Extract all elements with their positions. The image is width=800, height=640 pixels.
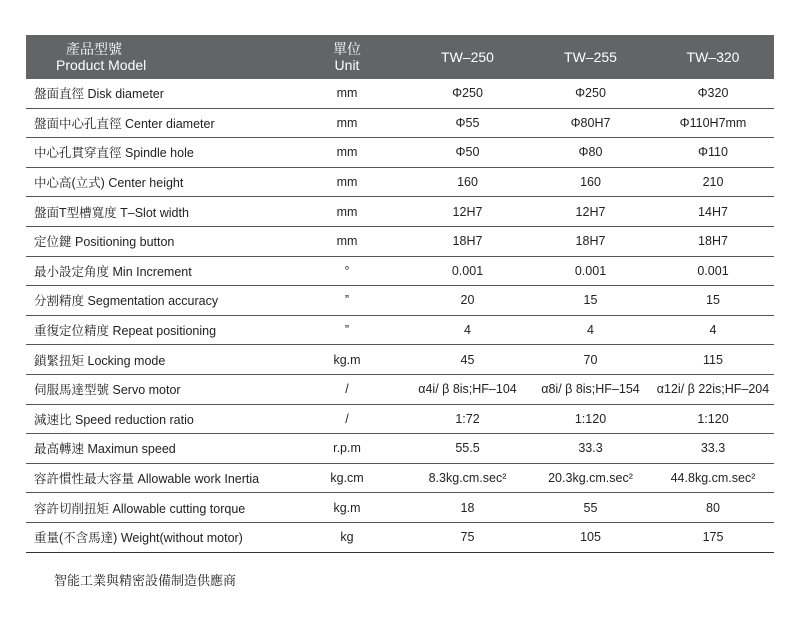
unit-cell: r.p.m [288,434,406,464]
value-cell-model-2: 15 [529,286,652,316]
param-cell [26,197,288,227]
table-row [26,493,774,523]
spec-table [26,35,774,553]
value-cell-model-3: Φ110 [652,138,774,168]
table-row [26,108,774,138]
table-row [26,404,774,434]
unit-cell: ” [288,286,406,316]
value-cell-model-2: Φ80H7 [529,108,652,138]
param-name-zh: 重量(不含馬達) [34,531,118,546]
header-param-en: Product Model [56,57,147,73]
param-cell [26,167,288,197]
param-name-en: Allowable cutting torque [112,501,246,516]
header-unit [288,35,406,79]
param-name-zh: 最小設定角度 [34,264,110,279]
param-name-zh: 減速比 [34,412,72,427]
value-cell-model-2: 70 [529,345,652,375]
value-cell-model-3: 4 [652,315,774,345]
table-row [26,374,774,404]
param-name-en: T–Slot width [120,205,189,220]
value-cell-model-2: Φ250 [529,79,652,108]
value-cell-model-2: 0.001 [529,256,652,286]
value-cell-model-3: 15 [652,286,774,316]
table-row [26,434,774,464]
value-cell-model-1: 1:72 [406,404,529,434]
param-name-en: Segmentation accuracy [87,294,219,309]
value-cell-model-2: Φ80 [529,138,652,168]
unit-cell: mm [288,226,406,256]
value-cell-model-1: 18H7 [406,226,529,256]
param-name-en: Servo motor [112,383,181,398]
table-row [26,226,774,256]
param-name-zh: 盤面中心孔直徑 [34,116,122,131]
unit-cell: ° [288,256,406,286]
table-row [26,256,774,286]
value-cell-model-2: 105 [529,522,652,552]
unit-cell: mm [288,108,406,138]
unit-cell: kg.m [288,493,406,523]
header-model-1: TW–250 [406,35,529,79]
value-cell-model-1: 20 [406,286,529,316]
param-name-en: Spindle hole [125,146,194,161]
value-cell-model-3: Φ320 [652,79,774,108]
unit-cell: mm [288,138,406,168]
value-cell-model-3: Φ110H7mm [652,108,774,138]
value-cell-model-2: 160 [529,167,652,197]
unit-cell: mm [288,167,406,197]
value-cell-model-1: 45 [406,345,529,375]
param-name-zh: 盤面直徑 [34,87,85,102]
param-name-en: Positioning button [75,235,175,250]
value-cell-model-2: 33.3 [529,434,652,464]
param-name-en: Locking mode [87,353,166,368]
value-cell-model-3: 115 [652,345,774,375]
value-cell-model-3: 210 [652,167,774,197]
unit-cell: kg [288,522,406,552]
param-name-zh: 重復定位精度 [34,324,110,339]
value-cell-model-1: 75 [406,522,529,552]
table-row [26,79,774,108]
header-unit-zh: 單位 [333,41,361,57]
param-cell [26,226,288,256]
unit-cell: / [288,404,406,434]
value-cell-model-2: 12H7 [529,197,652,227]
value-cell-model-1: 18 [406,493,529,523]
param-cell [26,493,288,523]
value-cell-model-1: α4i/ β 8is;HF–104 [406,374,529,404]
param-cell [26,345,288,375]
table-row [26,138,774,168]
param-name-zh: 分割精度 [34,294,85,309]
header-unit-en: Unit [334,57,360,73]
param-cell [26,108,288,138]
value-cell-model-2: α8i/ β 8is;HF–154 [529,374,652,404]
param-cell [26,463,288,493]
value-cell-model-3: 175 [652,522,774,552]
param-name-zh: 中心高(立式) [34,176,105,191]
param-name-zh: 伺服馬達型號 [34,383,110,398]
value-cell-model-2: 20.3kg.cm.sec² [529,463,652,493]
value-cell-model-1: 0.001 [406,256,529,286]
value-cell-model-3: 44.8kg.cm.sec² [652,463,774,493]
param-name-en: Allowable work Inertia [137,472,260,487]
value-cell-model-1: Φ55 [406,108,529,138]
param-name-en: Maximun speed [87,442,176,457]
param-name-en: Center diameter [125,116,215,131]
param-cell [26,256,288,286]
table-row [26,315,774,345]
param-name-en: Weight(without motor) [120,531,243,546]
param-name-zh: 盤面T型槽寬度 [34,205,117,220]
value-cell-model-1: Φ250 [406,79,529,108]
param-cell [26,374,288,404]
param-cell [26,522,288,552]
unit-cell: kg.m [288,345,406,375]
value-cell-model-2: 4 [529,315,652,345]
header-product-model [26,35,288,79]
header-model-3: TW–320 [652,35,774,79]
table-row [26,463,774,493]
header-param-zh: 產品型號 [66,41,122,57]
value-cell-model-3: α12i/ β 22is;HF–204 [652,374,774,404]
table-row [26,286,774,316]
value-cell-model-1: 55.5 [406,434,529,464]
param-cell [26,286,288,316]
footer-tagline: 智能工業與精密設備制造供應商 [54,573,237,588]
value-cell-model-1: 8.3kg.cm.sec² [406,463,529,493]
param-name-zh: 定位鍵 [34,235,72,250]
value-cell-model-3: 1:120 [652,404,774,434]
param-name-en: Repeat positioning [112,324,217,339]
param-name-zh: 容許切削扭矩 [34,501,110,516]
value-cell-model-1: 4 [406,315,529,345]
value-cell-model-1: 160 [406,167,529,197]
unit-cell: / [288,374,406,404]
param-name-en: Min Increment [112,264,192,279]
unit-cell: mm [288,79,406,108]
param-cell [26,138,288,168]
unit-cell: mm [288,197,406,227]
unit-cell: ” [288,315,406,345]
table-row [26,345,774,375]
value-cell-model-3: 80 [652,493,774,523]
param-name-zh: 中心孔貫穿直徑 [34,146,122,161]
value-cell-model-1: Φ50 [406,138,529,168]
param-name-zh: 鎖緊扭矩 [34,353,85,368]
value-cell-model-2: 1:120 [529,404,652,434]
value-cell-model-2: 55 [529,493,652,523]
param-cell [26,79,288,108]
param-name-zh: 容許慣性最大容量 [34,472,135,487]
unit-cell: kg.cm [288,463,406,493]
value-cell-model-3: 14H7 [652,197,774,227]
value-cell-model-3: 18H7 [652,226,774,256]
param-cell [26,404,288,434]
value-cell-model-3: 33.3 [652,434,774,464]
param-name-en: Speed reduction ratio [75,412,194,427]
param-name-en: Disk diameter [87,87,164,102]
value-cell-model-2: 18H7 [529,226,652,256]
value-cell-model-1: 12H7 [406,197,529,227]
table-row [26,167,774,197]
param-name-en: Center height [108,176,184,191]
param-name-zh: 最高轉速 [34,442,85,457]
table-row [26,522,774,552]
param-cell [26,434,288,464]
value-cell-model-3: 0.001 [652,256,774,286]
table-row [26,197,774,227]
header-model-2: TW–255 [529,35,652,79]
table-header-row [26,35,774,79]
param-cell [26,315,288,345]
